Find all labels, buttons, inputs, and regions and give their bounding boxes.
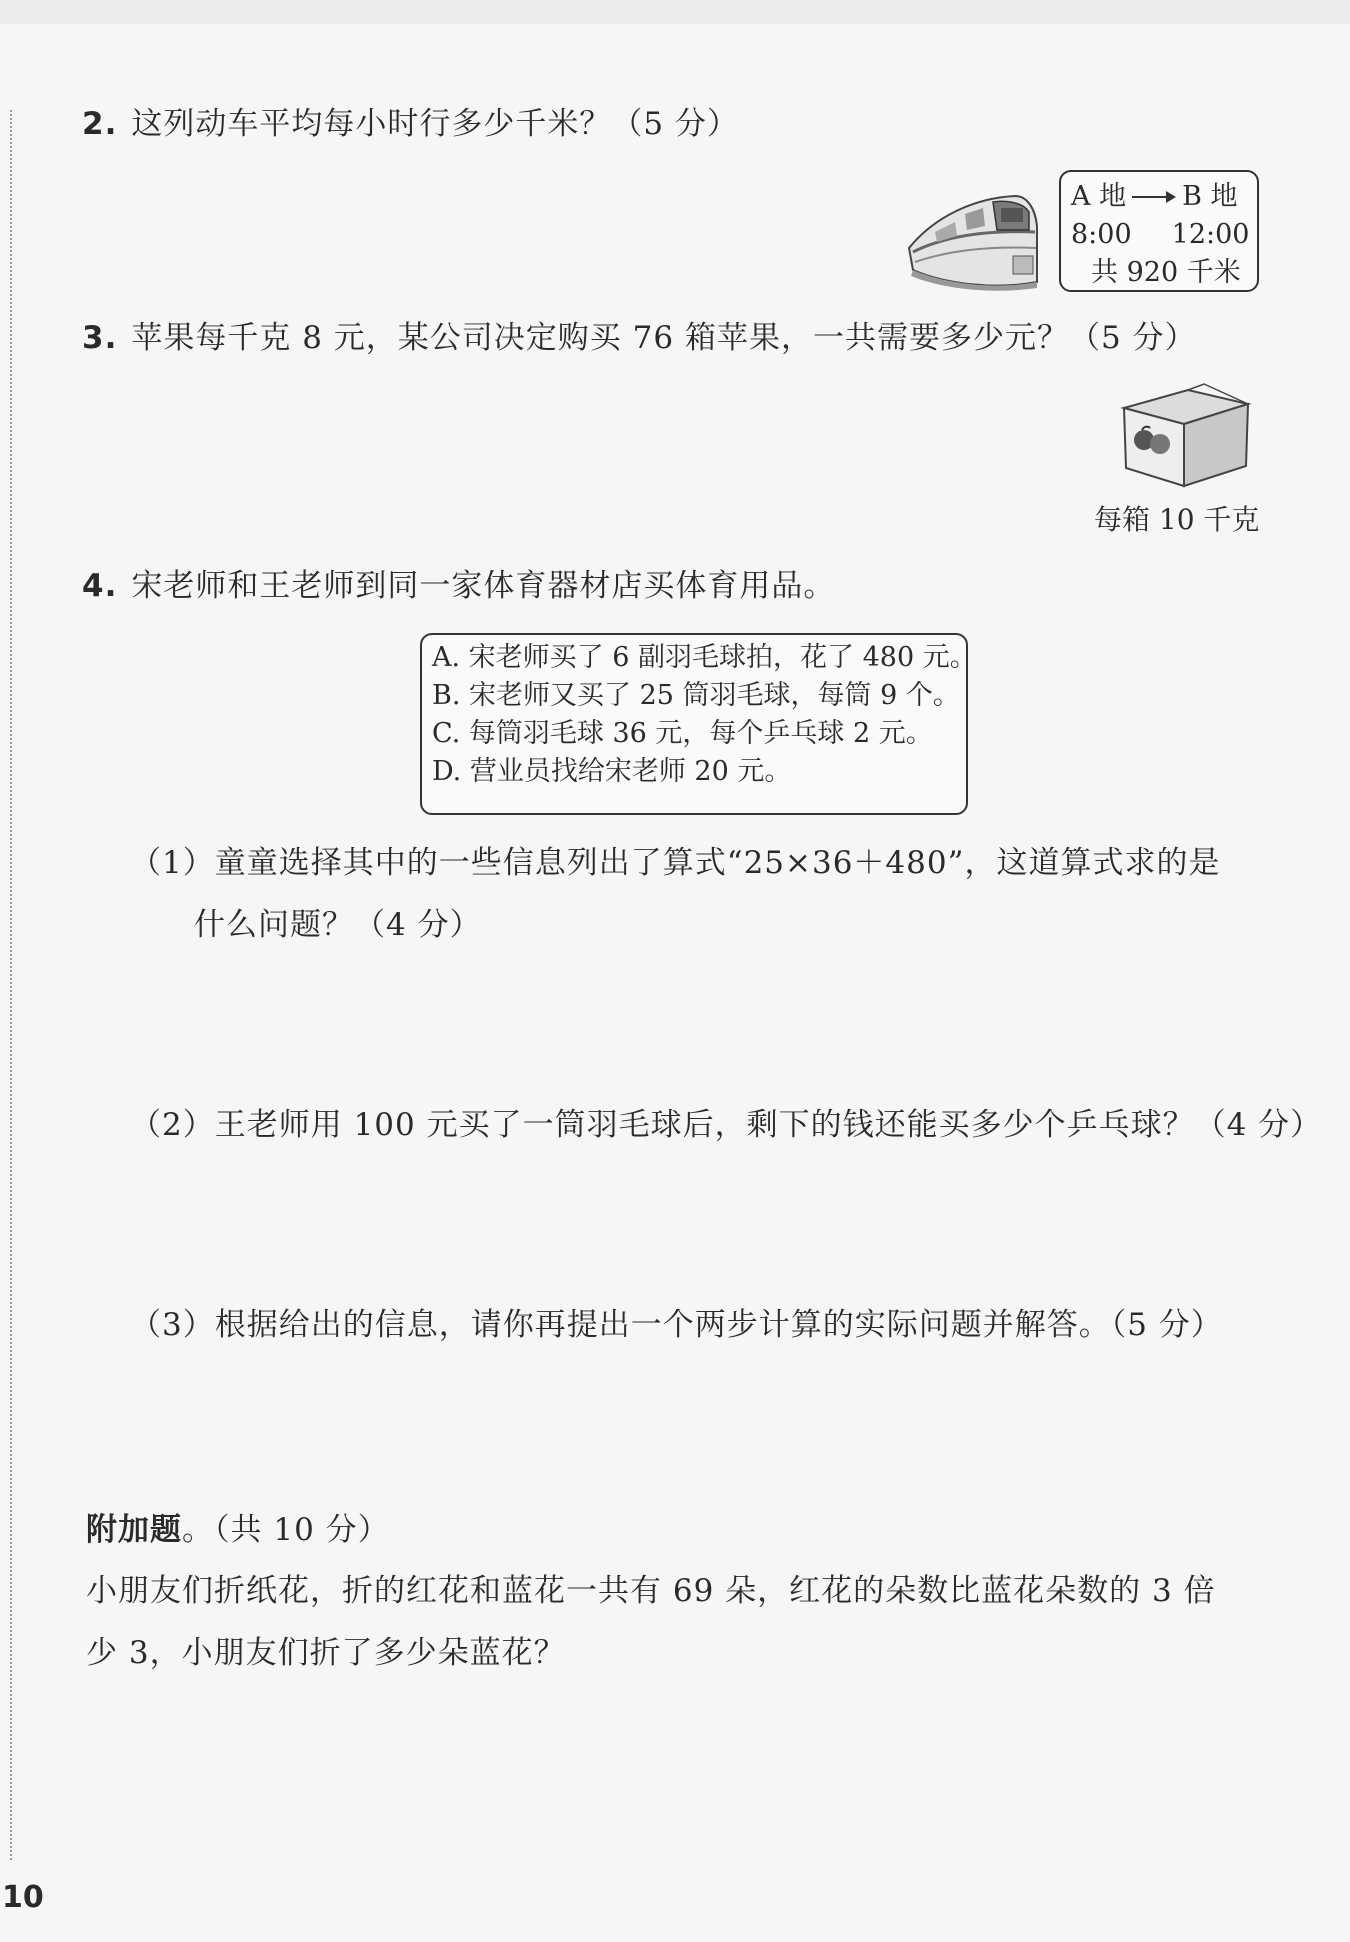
route-places — [1071, 178, 1257, 216]
page-top-band — [0, 0, 1350, 24]
bonus-points: 。（共 10 分） — [182, 1512, 390, 1548]
binding-margin-line — [10, 110, 12, 1860]
question-number: 3. — [82, 320, 118, 356]
box-caption: 每箱 10 千克 — [1094, 503, 1260, 536]
start-place: A 地 — [1071, 181, 1127, 212]
sub-question-1-line1: （1）童童选择其中的一些信息列出了算式“25×36＋480”，这道算式求的是 — [130, 845, 1221, 881]
question-text: 这列动车平均每小时行多少千米？（5 分） — [131, 106, 739, 142]
apple-box-icon — [1118, 382, 1253, 492]
sub-question-1-line2: 什么问题？（4 分） — [194, 907, 482, 943]
question-number: 4. — [82, 568, 118, 604]
bonus-question — [86, 1560, 1216, 1684]
question-text: 宋老师和王老师到同一家体育器材店买体育用品。 — [131, 568, 836, 604]
bonus-heading — [86, 1508, 390, 1552]
arrow-right-icon — [1130, 187, 1178, 207]
sub-question-2: （2）王老师用 100 元买了一筒羽毛球后，剩下的钱还能买多少个乒乓球？（4 分） — [130, 1107, 1323, 1143]
bonus-line2: 少 3，小朋友们折了多少朵蓝花？ — [86, 1635, 566, 1671]
clue-b: B. 宋老师又买了 25 筒羽毛球，每筒 9 个。 — [432, 680, 960, 711]
page-number: 10 — [2, 1880, 44, 1915]
question-4 — [82, 564, 835, 608]
bonus-title: 附加题 — [86, 1512, 182, 1548]
start-time: 8:00 — [1071, 219, 1132, 250]
question-number: 2. — [82, 106, 118, 142]
clue-c: C. 每筒羽毛球 36 元，每个乒乓球 2 元。 — [432, 718, 933, 749]
route-info-box — [1059, 170, 1259, 292]
question-3 — [82, 316, 1197, 360]
question-text: 苹果每千克 8 元，某公司决定购买 76 箱苹果，一共需要多少元？（5 分） — [131, 320, 1197, 356]
clue-a: A. 宋老师买了 6 副羽毛球拍，花了 480 元。 — [432, 642, 977, 673]
end-time: 12:00 — [1171, 219, 1250, 250]
route-distance: 共 920 千米 — [1091, 257, 1241, 288]
sub-question-1 — [130, 832, 1220, 956]
sub-question-3: （3）根据给出的信息，请你再提出一个两步计算的实际问题并解答。（5 分） — [130, 1307, 1223, 1343]
question-2 — [82, 102, 739, 146]
end-place: B 地 — [1182, 181, 1238, 212]
clue-d: D. 营业员找给宋老师 20 元。 — [432, 756, 792, 787]
clues-box — [420, 633, 977, 815]
train-icon — [905, 186, 1040, 296]
bonus-line1: 小朋友们折纸花，折的红花和蓝花一共有 69 朵，红花的朵数比蓝花朵数的 3 倍 — [86, 1573, 1216, 1609]
route-times — [1071, 216, 1257, 254]
